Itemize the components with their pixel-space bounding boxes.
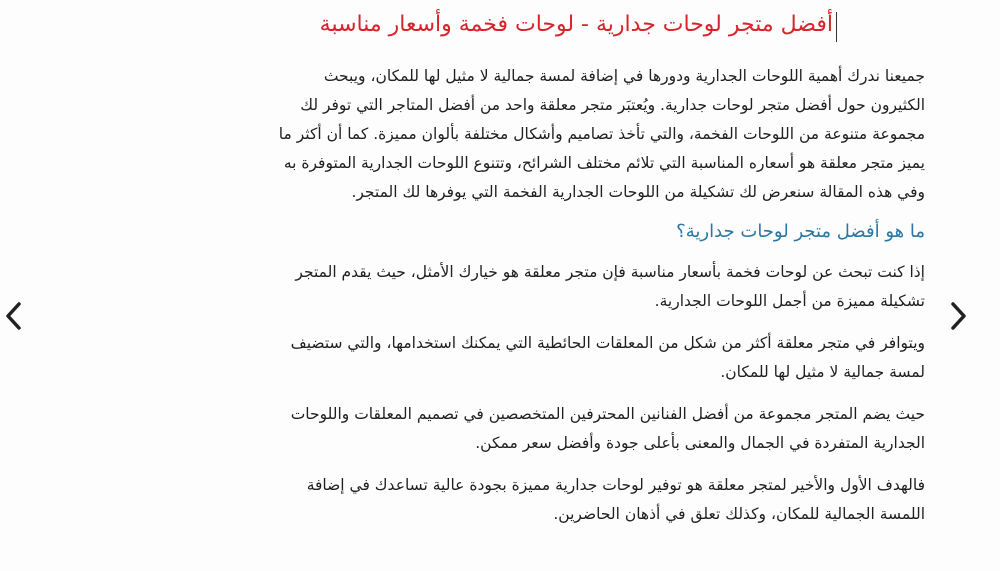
chevron-left-icon [4, 301, 22, 331]
previous-page-button[interactable] [0, 298, 26, 334]
intro-paragraph [25, 62, 925, 207]
paragraph-line: ويتوافر في متجر معلقة أكثر من شكل من المعلقات الحائطية التي يمكنك استخدامها، والتي ستضيف [290, 334, 925, 352]
paragraph-line: لمسة جمالية لا مثيل لها للمكان. [720, 363, 925, 381]
paragraph-line: الكثيرون حول أفضل متجر لوحات جدارية. ويُعتبَر متجر معلقة واحد من أفضل المتاجر التي توفر لك [300, 96, 925, 114]
paragraph [25, 471, 925, 529]
paragraph-line: يميز متجر معلقة هو أسعاره المناسبة التي تلائم مختلف الشرائح، وتتنوع اللوحات الجدارية المتوفرة به [283, 154, 925, 172]
paragraph-line: حيث يضم المتجر مجموعة من أفضل الفنانين المحترفين المتخصصين في تصميم المعلقات واللوحات [290, 405, 925, 423]
paragraph-line: جميعنا ندرك أهمية اللوحات الجدارية ودورها في إضافة لمسة جمالية لا مثيل لها للمكان، ويبحث [323, 67, 925, 85]
paragraph [25, 329, 925, 387]
paragraph-line: وفي هذه المقالة سنعرض لك تشكيلة من اللوحات الجدارية الفخمة التي يوفرها لك المتجر. [351, 183, 925, 201]
text-cursor [836, 12, 837, 42]
section-heading: ما هو أفضل متجر لوحات جدارية؟ [676, 221, 925, 242]
next-page-button[interactable] [946, 298, 972, 334]
document-title-text: أفضل متجر لوحات جدارية - لوحات فخمة وأسعار مناسبة [319, 12, 833, 37]
paragraph-line: اللمسة الجمالية للمكان، وكذلك تعلق في أذهان الحاضرين. [553, 505, 925, 523]
paragraph-line: فالهدف الأول والأخير لمتجر معلقة هو توفير لوحات جدارية مميزة بجودة عالية تساعدك في إضافة [306, 476, 925, 494]
title-container [57, 10, 837, 40]
paragraph-line: إذا كنت تبحث عن لوحات فخمة بأسعار مناسبة فإن متجر معلقة هو خيارك الأمثل، حيث يقدم المتجر [295, 263, 925, 281]
paragraph-line: تشكيلة مميزة من أجمل اللوحات الجدارية. [654, 292, 925, 310]
document-title[interactable] [320, 10, 837, 40]
article-body [25, 62, 925, 529]
paragraph-line: مجموعة متنوعة من اللوحات الفخمة، والتي تأخذ تصاميم وأشكال مختلفة بألوان مميزة. كما أن أكثر ما [278, 125, 925, 143]
paragraph [25, 400, 925, 458]
paragraph-line: الجدارية المتفردة في الجمال والمعنى بأعلى جودة وأفضل سعر ممكن. [475, 434, 925, 452]
chevron-right-icon [950, 301, 968, 331]
paragraph [25, 258, 925, 316]
